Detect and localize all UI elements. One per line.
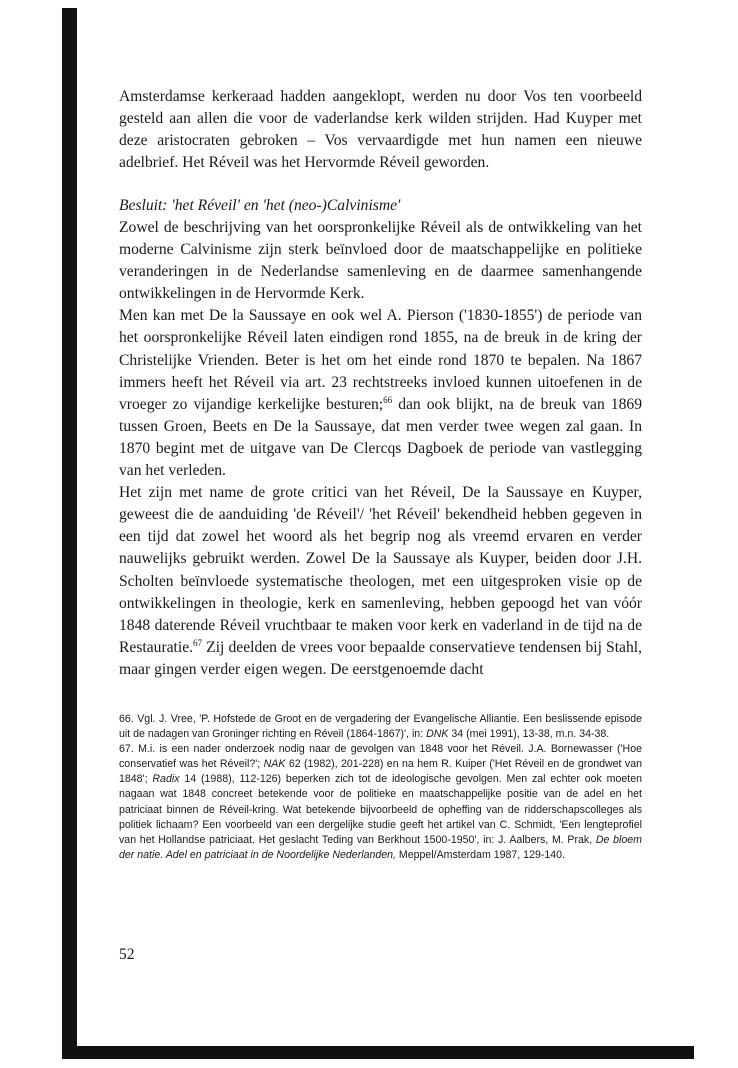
paragraph-1: Zowel de beschrijving van het oorspronkelijke Réveil als de ontwikkeling van het moderne Calvinisme zijn sterk beïnvloed door de maatschappelijke en politieke veranderingen in de Nederlandse samenleving en de daarmee samenhangende ontwikkelingen in de Hervormde Kerk. — [119, 219, 642, 303]
page-number: 52 — [119, 946, 135, 963]
section-heading: Besluit: 'het Réveil' en 'het (neo-)Calvinisme' — [119, 197, 401, 214]
footnote-67-text-b: 62 (1982), 201-228) en na hem R. Kuiper ('Het Réveil en de grondwet van 1848'; — [119, 758, 642, 786]
opening-paragraph: Amsterdamse kerkeraad hadden aangeklopt, werden nu door Vos ten voorbeeld gesteld aan allen die voor de vaderlandse kerk wilden strijden. Had Kuyper met deze aristocraten gebroken – Vos vervaardigde met hun namen een nieuwe adelbrief. Het Réveil was het Hervormde Réveil geworden. — [119, 88, 642, 172]
scan-border-left — [62, 8, 77, 1058]
section-besluit — [119, 195, 642, 681]
footnote-ref-67[interactable]: 67 — [193, 637, 203, 648]
paragraph-3 — [119, 482, 642, 681]
scan-border-bottom — [62, 1046, 694, 1059]
footnote-ref-66[interactable]: 66 — [383, 394, 393, 405]
paragraph-3-text-b: Zij deelden de vrees voor bepaalde conservatieve tendensen bij Stahl, maar gingen verder eigen wegen. De eerstgenoemde dacht — [119, 638, 642, 678]
paragraph-2-text-a: Men kan met De la Saussaye en ook wel A. Pierson ('1830-1855') de periode van het oorspronkelijke Réveil laten eindigen rond 1855, na de breuk in de kring der Christelijke Vrienden. Beter is het om het einde rond 1870 te bepalen. Na 1867 immers heeft het Réveil via art. 23 rechtstreeks invloed kunnen uitoefenen in de vroeger zo vijandige kerkelijke besturen; — [119, 307, 642, 413]
footnote-67-journal-nak: NAK — [263, 758, 286, 771]
footnote-67-book-title: De bloem der natie. Adel en patriciaat in de Noordelijke Nederlanden, — [119, 833, 643, 861]
footnote-66-text-b: 34 (mei 1991), 13-38, m.n. 34-38. — [448, 728, 610, 741]
footnote-67 — [119, 742, 642, 863]
footnote-66 — [119, 712, 642, 742]
footnote-67-journal-radix: Radix — [152, 773, 180, 786]
footnote-67-text-c: 14 (1988), 112-126) beperken zich tot de ideologische gevolgen. Men zal echter ook moeten nagaan wat 1848 concreet betekende voor de politieke en maatschappelijke positie van de adel en het patriciaat binnen de Réveil-kring. Wat betekende bijvoorbeeld de opheffing van de ridderschapscolleges als politiek lichaam? Een voorbeeld van een dergelijke studie geeft het artikel van C. Schmidt, 'Een lengteprofiel van het Hollandse patriciaat. Het geslacht Teding van Berkhout 1500-1950', in: J. Aalbers, M. Prak, — [119, 773, 642, 846]
footnote-67-text-a: 67. M.i. is een nader onderzoek nodig naar de gevolgen van 1848 voor het Réveil. J.A. Bornewasser ('Hoe conservatief was het Réveil?'; — [119, 743, 642, 771]
footnotes — [119, 712, 642, 863]
footnote-66-journal: DNK — [426, 728, 449, 741]
paragraph-3-text-a: Het zijn met name de grote critici van het Réveil, De la Saussaye en Kuyper, geweest die de aanduiding 'de Réveil'/ 'het Réveil' bekendheid hebben gegeven in een tijd dat zowel het woord als het begrip nog als vreemd ervaren en verder nauwelijks gebruikt werden. Zowel De la Saussaye als Kuyper, beiden door J.H. Scholten beïnvloede systematische theologen, met een uitgesproken visie op de ontwikkelingen in theologie, kerk en samenleving, hebben gepoogd het van vóór 1848 daterende Réveil vruchtbaar te maken voor kerk en vaderland in de tijd na de Restauratie. — [119, 484, 642, 656]
footnote-66-text-a: 66. Vgl. J. Vree, 'P. Hofstede de Groot en de vergadering der Evangelische Alliantie. Een beslissende episode uit de nadagen van Groninger richting en Réveil (1864-1867)', in: — [119, 713, 642, 741]
opening-paragraph-block — [119, 86, 642, 174]
paragraph-2 — [119, 305, 642, 482]
footnote-67-text-d: Meppel/Amsterdam 1987, 129-140. — [395, 848, 565, 861]
paragraph-2-text-b: dan ook blijkt, na de breuk van 1869 tussen Groen, Beets en De la Saussaye, dat men verder twee wegen zal gaan. In 1870 begint met de uitgave van De Clercqs Dagboek de periode van vastlegging van het verleden. — [119, 395, 642, 480]
